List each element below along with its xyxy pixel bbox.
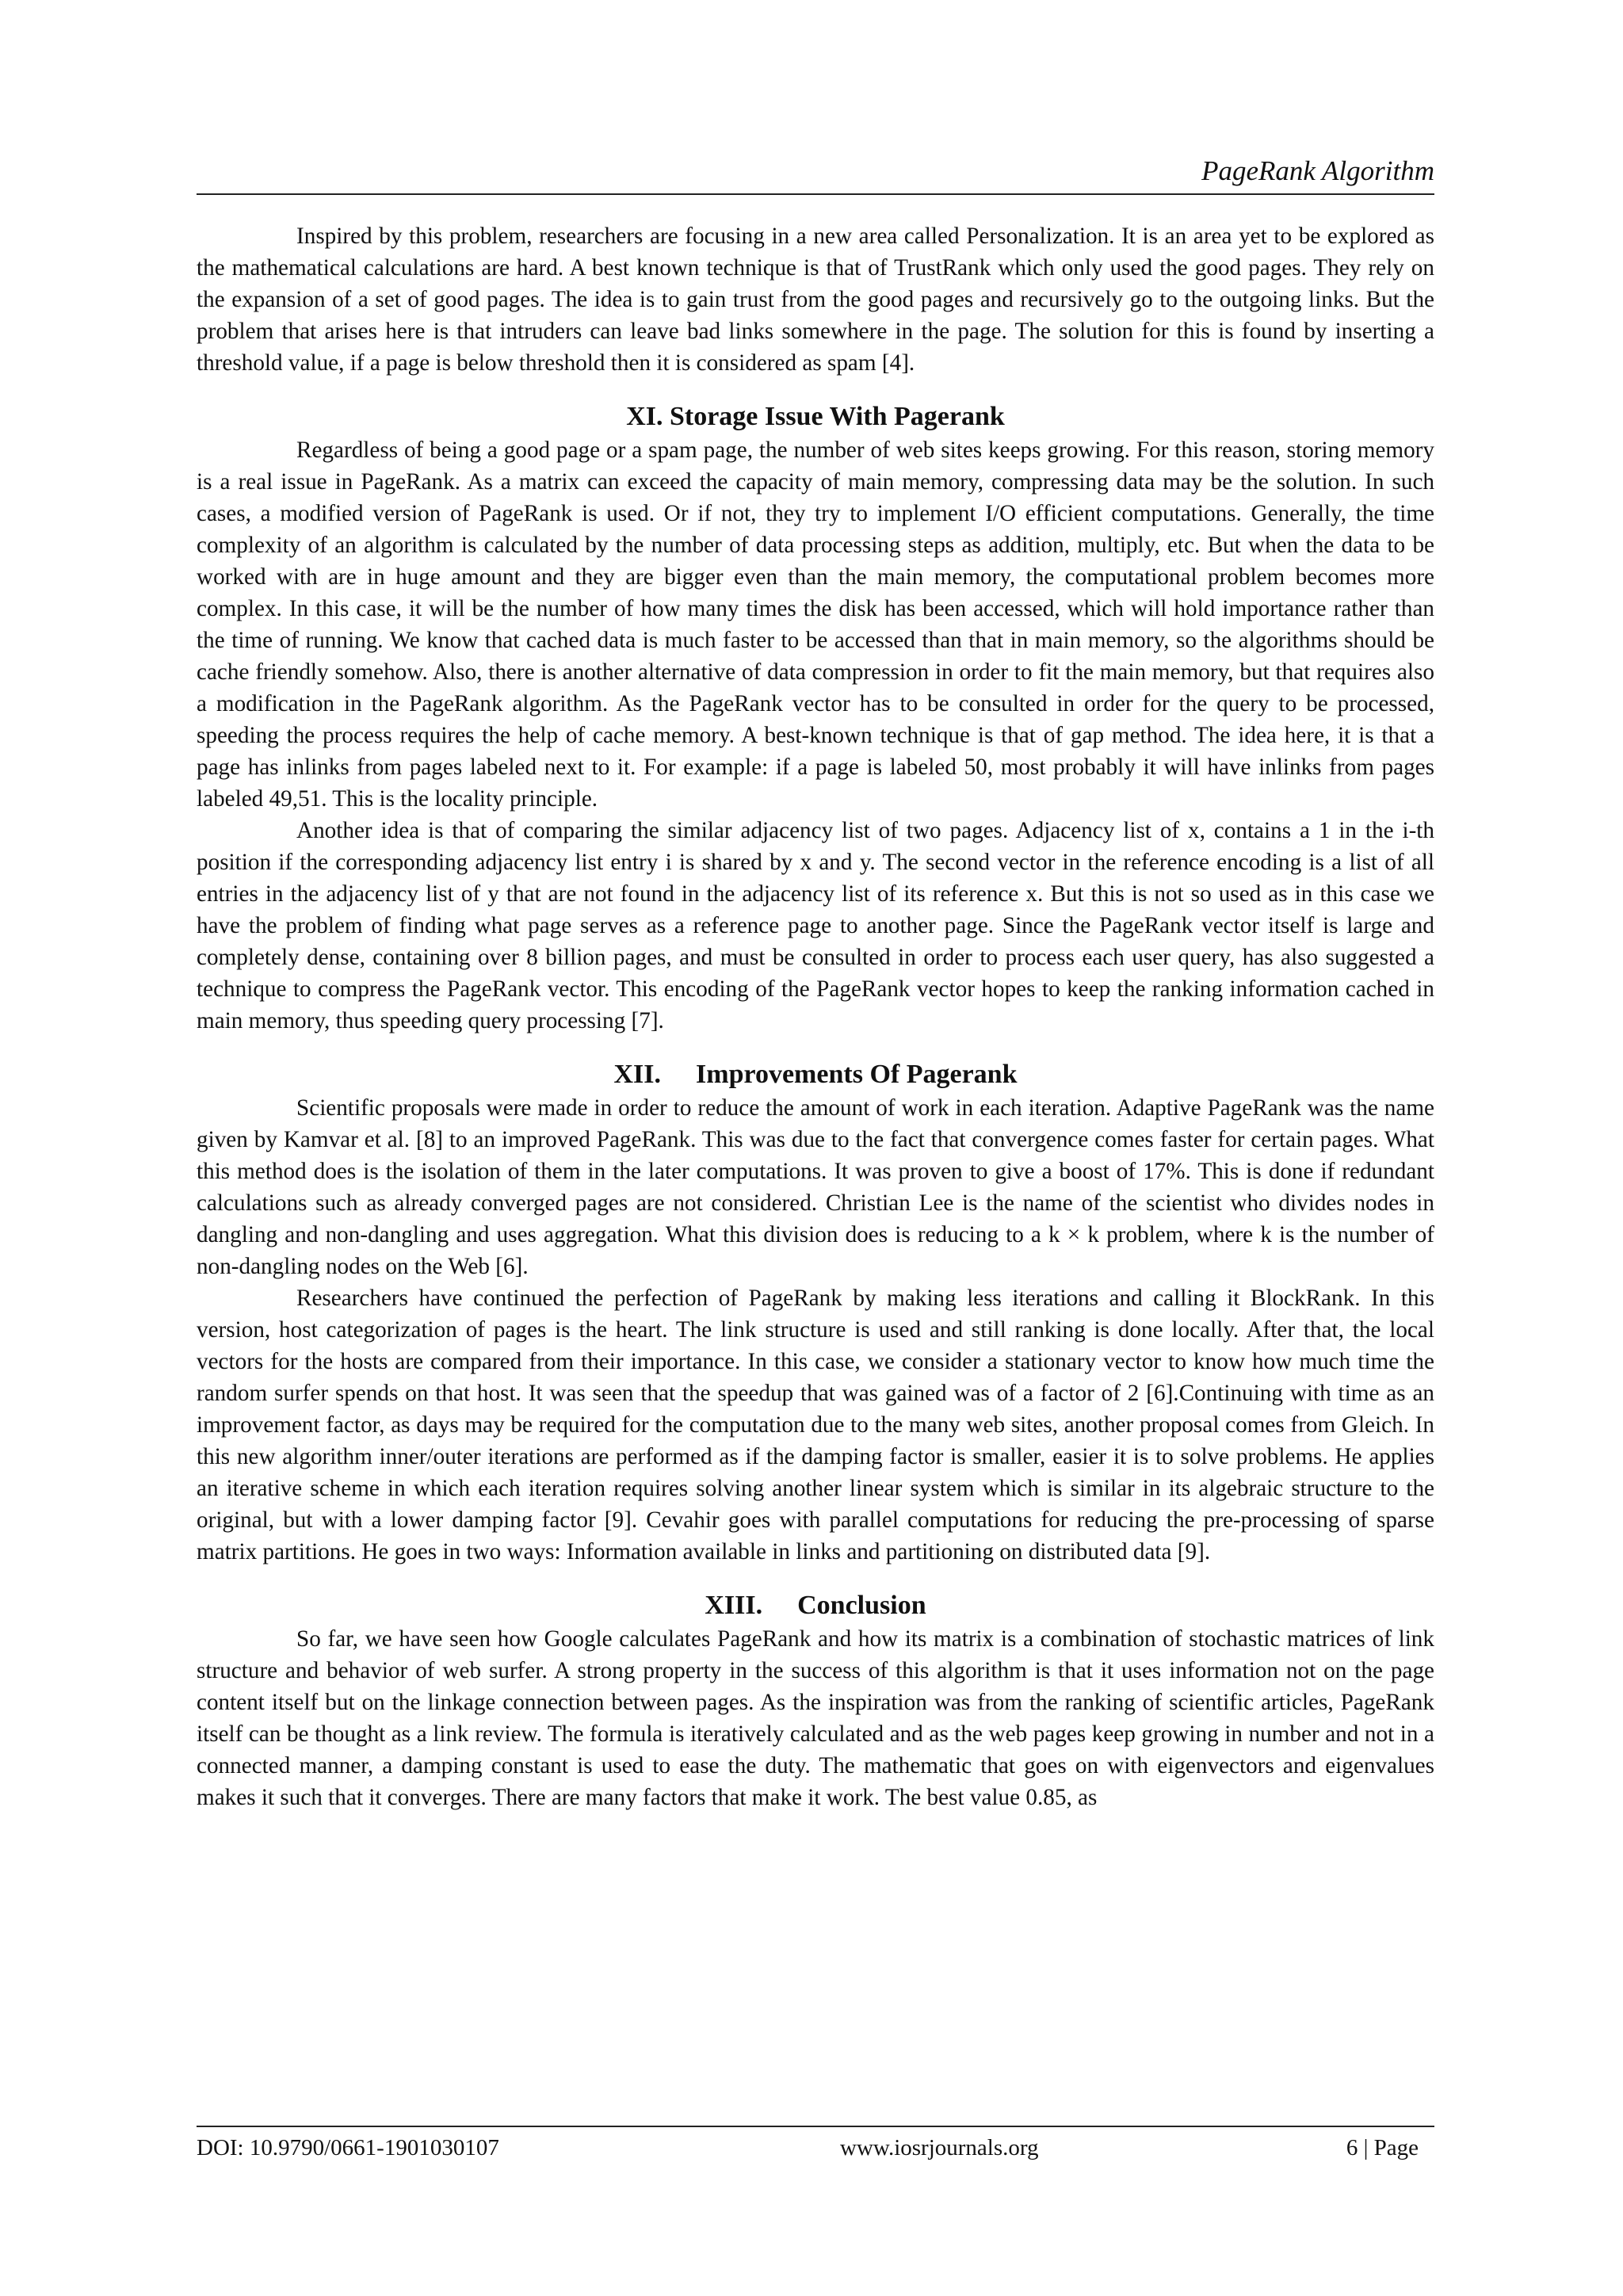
- page-body: [197, 220, 1434, 1813]
- paragraph: So far, we have seen how Google calculates PageRank and how its matrix is a combination of stochastic matrices of link structure and behavior of web surfer. A strong property in the success of this algorithm is that it uses information not on the page content itself but on the linkage connection between pages. As the inspiration was from the ranking of scientific articles, PageRank itself can be thought as a link review. The formula is iteratively calculated and as the web pages keep growing in number and not in a connected manner, a damping constant is used to ease the duty. The mathematic that goes on with eigenvectors and eigenvalues makes it such that it converges. There are many factors that make it work. The best value 0.85, as: [197, 1626, 1434, 1810]
- footer-journal-link[interactable]: www.iosrjournals.org: [840, 2135, 1039, 2160]
- section-number: XIII.: [705, 1591, 763, 1620]
- section-title: Conclusion: [797, 1591, 926, 1620]
- paragraph: Regardless of being a good page or a spam page, the number of web sites keeps growing. For this reason, storing memory is a real issue in PageRank. As a matrix can exceed the capacity of main memory, compressing data may be the solution. In such cases, a modified version of PageRank is used. Or if not, they try to implement I/O efficient computations. Generally, the time complexity of an algorithm is calculated by the number of data processing steps as addition, multiply, etc. But when the data to be worked with are in huge amount and they are bigger even than the main memory, the computational problem becomes more complex. In this case, it will be the number of how many times the disk has been accessed, which will hold importance rather than the time of running. We know that cached data is much faster to be accessed than that in main memory, so the algorithms should be cache friendly somehow. Also, there is another alternative of data compression in order to fit the main memory, but that requires also a modification in the PageRank algorithm. As the PageRank vector has to be consulted in order for the query to be processed, speeding the process requires the help of cache memory. A best-known technique is that of gap method. The idea here, it is that a page has inlinks from pages labeled next to it. For example: if a page is labeled 50, most probably it will have inlinks from pages labeled 49,51. This is the locality principle.: [197, 437, 1434, 812]
- section-title: Storage Issue With Pagerank: [669, 402, 1005, 431]
- section-title: Improvements Of Pagerank: [696, 1060, 1018, 1089]
- running-header: [197, 155, 1434, 195]
- footer-doi: DOI: 10.9790/0661-1901030107: [197, 2135, 499, 2160]
- section-heading-conclusion: [197, 1588, 1434, 1623]
- paragraph: Scientific proposals were made in order to reduce the amount of work in each iteration. Adaptive PageRank was the name given by Kamvar et al. [8] to an improved PageRank. This was due to the fact that convergence comes faster for certain pages. What this method does is the isolation of them in the later computations. It was proven to give a boost of 17%. This is done if redundant calculations such as already converged pages are not considered. Christian Lee is the name of the scientist who divides nodes in dangling and non-dangling and uses aggregation. What this division does is reducing to a k × k problem, where k is the number of non-dangling nodes on the Web [6].: [197, 1095, 1434, 1279]
- paragraph: Researchers have continued the perfection of PageRank by making less iterations and calling it BlockRank. In this version, host categorization of pages is the heart. The link structure is used and still ranking is done locally. After that, the local vectors for the hosts are compared from their importance. In this case, we consider a stationary vector to know how much time the random surfer spends on that host. It was seen that the speedup that was gained was of a factor of 2 [6].Continuing with time as an improvement factor, as days may be required for the computation due to the many web sites, another proposal comes from Gleich. In this new algorithm inner/outer iterations are performed as if the damping factor is smaller, easier it is to solve problems. He applies an iterative scheme in which each iteration requires solving another linear system which is similar in its algebraic structure to the original, but with a lower damping factor [9]. Cevahir goes with parallel computations for reducing the pre-processing of sparse matrix partitions. He goes in two ways: Information available in links and partitioning on distributed data [9].: [197, 1286, 1434, 1564]
- section-heading-improvements: [197, 1057, 1434, 1092]
- section-number: XI.: [626, 402, 663, 431]
- footer-page-number: 6 | Page: [1346, 2135, 1419, 2160]
- section-heading-storage: [197, 399, 1434, 434]
- intro-paragraph: Inspired by this problem, researchers are focusing in a new area called Personalization. It is an area yet to be explored as the mathematical calculations are hard. A best known technique is that of TrustRank which only used the good pages. They rely on the expansion of a set of good pages. The idea is to gain trust from the good pages and recursively go to the outgoing links. But the problem that arises here is that intruders can leave bad links somewhere in the page. The solution for this is found by inserting a threshold value, if a page is below threshold then it is considered as spam [4].: [197, 223, 1434, 376]
- page-footer: [197, 2126, 1434, 2162]
- section-number: XII.: [613, 1060, 662, 1089]
- paragraph: Another idea is that of comparing the similar adjacency list of two pages. Adjacency list of x, contains a 1 in the i-th position if the corresponding adjacency list entry i is shared by x and y. The second vector in the reference encoding is a list of all entries in the adjacency list of y that are not found in the adjacency list of its reference x. But this is not so used as in this case we have the problem of finding what page serves as a reference page to another page. Since the PageRank vector itself is large and completely dense, containing over 8 billion pages, and must be consulted in order to process each user query, has also suggested a technique to compress the PageRank vector. This encoding of the PageRank vector hopes to keep the ranking information cached in main memory, thus speeding query processing [7].: [197, 818, 1434, 1033]
- running-title: PageRank Algorithm: [1201, 155, 1434, 186]
